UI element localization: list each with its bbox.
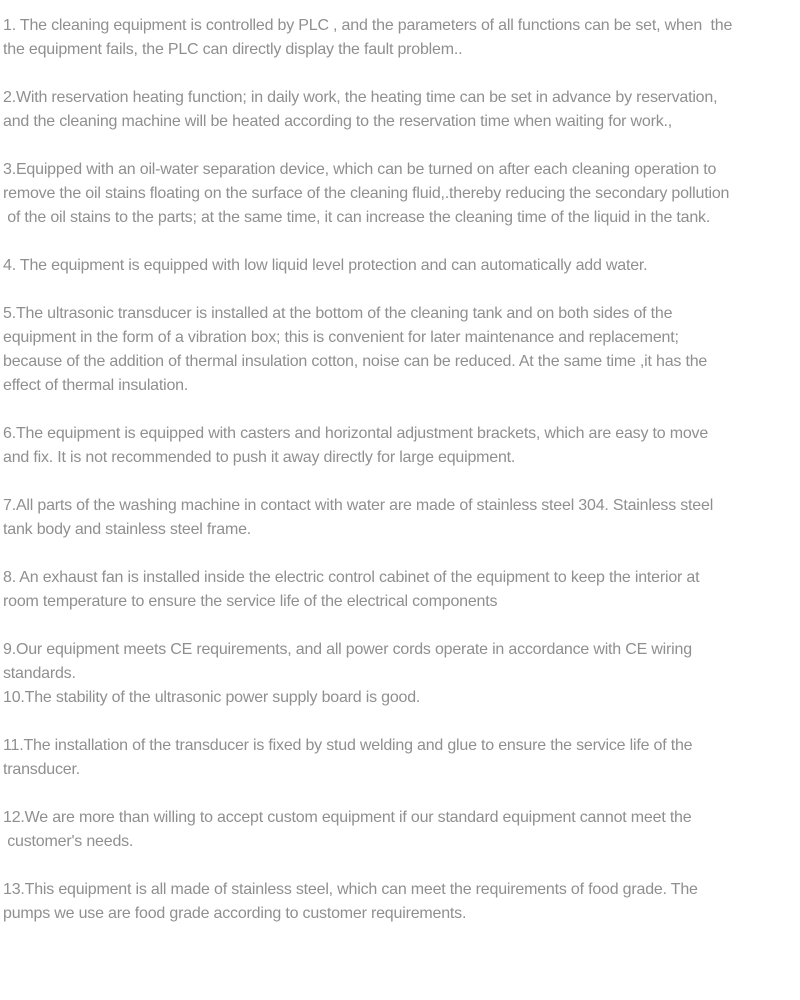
paragraph-block bbox=[3, 638, 800, 710]
paragraph-block bbox=[3, 734, 800, 782]
text-line: of the oil stains to the parts; at the same time, it can increase the cleaning time of the liquid in the tank. bbox=[3, 209, 711, 226]
text-line: 10.The stability of the ultrasonic power supply board is good. bbox=[3, 689, 421, 706]
paragraph-block bbox=[3, 86, 800, 134]
paragraph-block bbox=[3, 494, 800, 542]
text-line: customer's needs. bbox=[3, 833, 134, 850]
text-line: standards. bbox=[3, 665, 76, 682]
text-line: 11.The installation of the transducer is fixed by stud welding and glue to ensure the service life of the bbox=[3, 737, 693, 754]
paragraph-block bbox=[3, 878, 800, 926]
text-line: tank body and stainless steel frame. bbox=[3, 521, 252, 538]
text-line: and fix. It is not recommended to push it away directly for large equipment. bbox=[3, 449, 516, 466]
text-line: 7.All parts of the washing machine in contact with water are made of stainless steel 304. Stainless steel bbox=[3, 497, 714, 514]
paragraph-block bbox=[3, 254, 800, 278]
text-line: 8. An exhaust fan is installed inside the electric control cabinet of the equipment to keep the interior at bbox=[3, 569, 700, 586]
text-line: 1. The cleaning equipment is controlled by PLC , and the parameters of all functions can be set, when the bbox=[3, 17, 733, 34]
paragraph-block bbox=[3, 806, 800, 854]
text-line: 6.The equipment is equipped with casters and horizontal adjustment brackets, which are easy to move bbox=[3, 425, 709, 442]
text-line: 9.Our equipment meets CE requirements, and all power cords operate in accordance with CE wiring bbox=[3, 641, 692, 658]
paragraph-block bbox=[3, 566, 800, 614]
text-line: equipment in the form of a vibration box; this is convenient for later maintenance and replacement; bbox=[3, 329, 679, 346]
text-line: remove the oil stains floating on the surface of the cleaning fluid,.thereby reducing the secondary pollution bbox=[3, 185, 730, 202]
text-line: and the cleaning machine will be heated according to the reservation time when waiting for work., bbox=[3, 113, 672, 130]
text-line: effect of thermal insulation. bbox=[3, 377, 189, 394]
text-line: transducer. bbox=[3, 761, 80, 778]
text-line: pumps we use are food grade according to customer requirements. bbox=[3, 905, 467, 922]
paragraph-block bbox=[3, 422, 800, 470]
paragraph-block bbox=[3, 302, 800, 398]
text-line: room temperature to ensure the service life of the electrical components bbox=[3, 593, 498, 610]
text-line: 13.This equipment is all made of stainless steel, which can meet the requirements of food grade. The bbox=[3, 881, 698, 898]
text-line: the equipment fails, the PLC can directly display the fault problem.. bbox=[3, 41, 463, 58]
text-line: 2.With reservation heating function; in daily work, the heating time can be set in advance by reservation, bbox=[3, 89, 718, 106]
paragraph-block bbox=[3, 158, 800, 230]
text-line: 5.The ultrasonic transducer is installed at the bottom of the cleaning tank and on both sides of the bbox=[3, 305, 673, 322]
text-line: because of the addition of thermal insulation cotton, noise can be reduced. At the same time ,it has the bbox=[3, 353, 708, 370]
text-line: 4. The equipment is equipped with low liquid level protection and can automatically add water. bbox=[3, 257, 648, 274]
text-line: 12.We are more than willing to accept custom equipment if our standard equipment cannot meet the bbox=[3, 809, 692, 826]
paragraph-block bbox=[3, 14, 800, 62]
text-line: 3.Equipped with an oil-water separation device, which can be turned on after each cleaning operation to bbox=[3, 161, 717, 178]
